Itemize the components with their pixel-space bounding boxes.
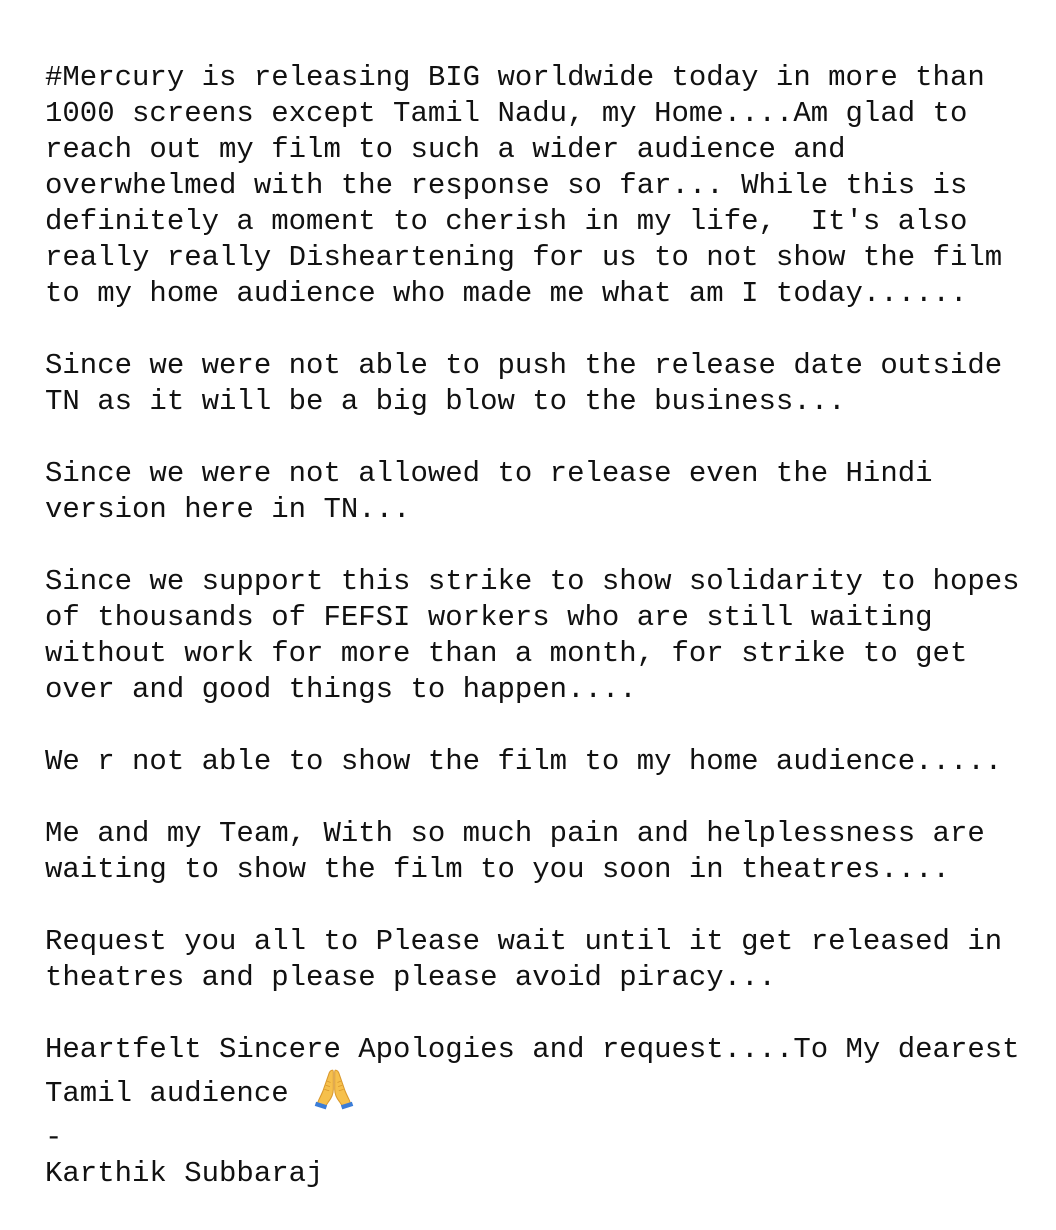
text-line: to my home audience who made me what am I today......	[45, 277, 968, 310]
text-line: Since we were not allowed to release even the Hindi	[45, 457, 933, 490]
text-line: version here in TN...	[45, 493, 411, 526]
statement-document	[45, 60, 1050, 1192]
paragraph-strike-support	[45, 564, 1050, 708]
paragraph-not-able	[45, 744, 1050, 780]
text-line: reach out my film to such a wider audience and	[45, 133, 846, 166]
text-line: overwhelmed with the response so far... While this is	[45, 169, 968, 202]
folded-hands-icon	[312, 1066, 356, 1110]
paragraph-hindi-version	[45, 456, 1050, 528]
paragraph-intro	[45, 60, 1050, 312]
text-line: without work for more than a month, for strike to get	[45, 637, 968, 670]
text-line: Since we were not able to push the release date outside	[45, 349, 1003, 382]
closing-audience-line	[45, 1068, 1050, 1120]
text-line: of thousands of FEFSI workers who are still waiting	[45, 601, 933, 634]
paragraph-release-date	[45, 348, 1050, 420]
text-line: over and good things to happen....	[45, 673, 637, 706]
closing-audience-text: Tamil audience	[45, 1077, 307, 1110]
text-line: TN as it will be a big blow to the business...	[45, 385, 846, 418]
text-line: Request you all to Please wait until it get released in	[45, 925, 1003, 958]
paragraph-team	[45, 816, 1050, 888]
closing-line: Heartfelt Sincere Apologies and request....To My dearest	[45, 1033, 1020, 1066]
text-line: definitely a moment to cherish in my life, It's also	[45, 205, 968, 238]
text-line: 1000 screens except Tamil Nadu, my Home....Am glad to	[45, 97, 968, 130]
text-line: #Mercury is releasing BIG worldwide today in more than	[45, 61, 985, 94]
text-line: Me and my Team, With so much pain and helplessness are	[45, 817, 985, 850]
signature-name: Karthik Subbaraj	[45, 1157, 324, 1190]
closing-block	[45, 1032, 1050, 1192]
text-line: theatres and please please avoid piracy...	[45, 961, 776, 994]
text-line: We r not able to show the film to my home audience.....	[45, 745, 1003, 778]
text-line: Since we support this strike to show solidarity to hopes	[45, 565, 1020, 598]
text-line: waiting to show the film to you soon in theatres....	[45, 853, 950, 886]
paragraph-request	[45, 924, 1050, 996]
text-line: really really Disheartening for us to not show the film	[45, 241, 1003, 274]
signature-dash: -	[45, 1121, 63, 1154]
